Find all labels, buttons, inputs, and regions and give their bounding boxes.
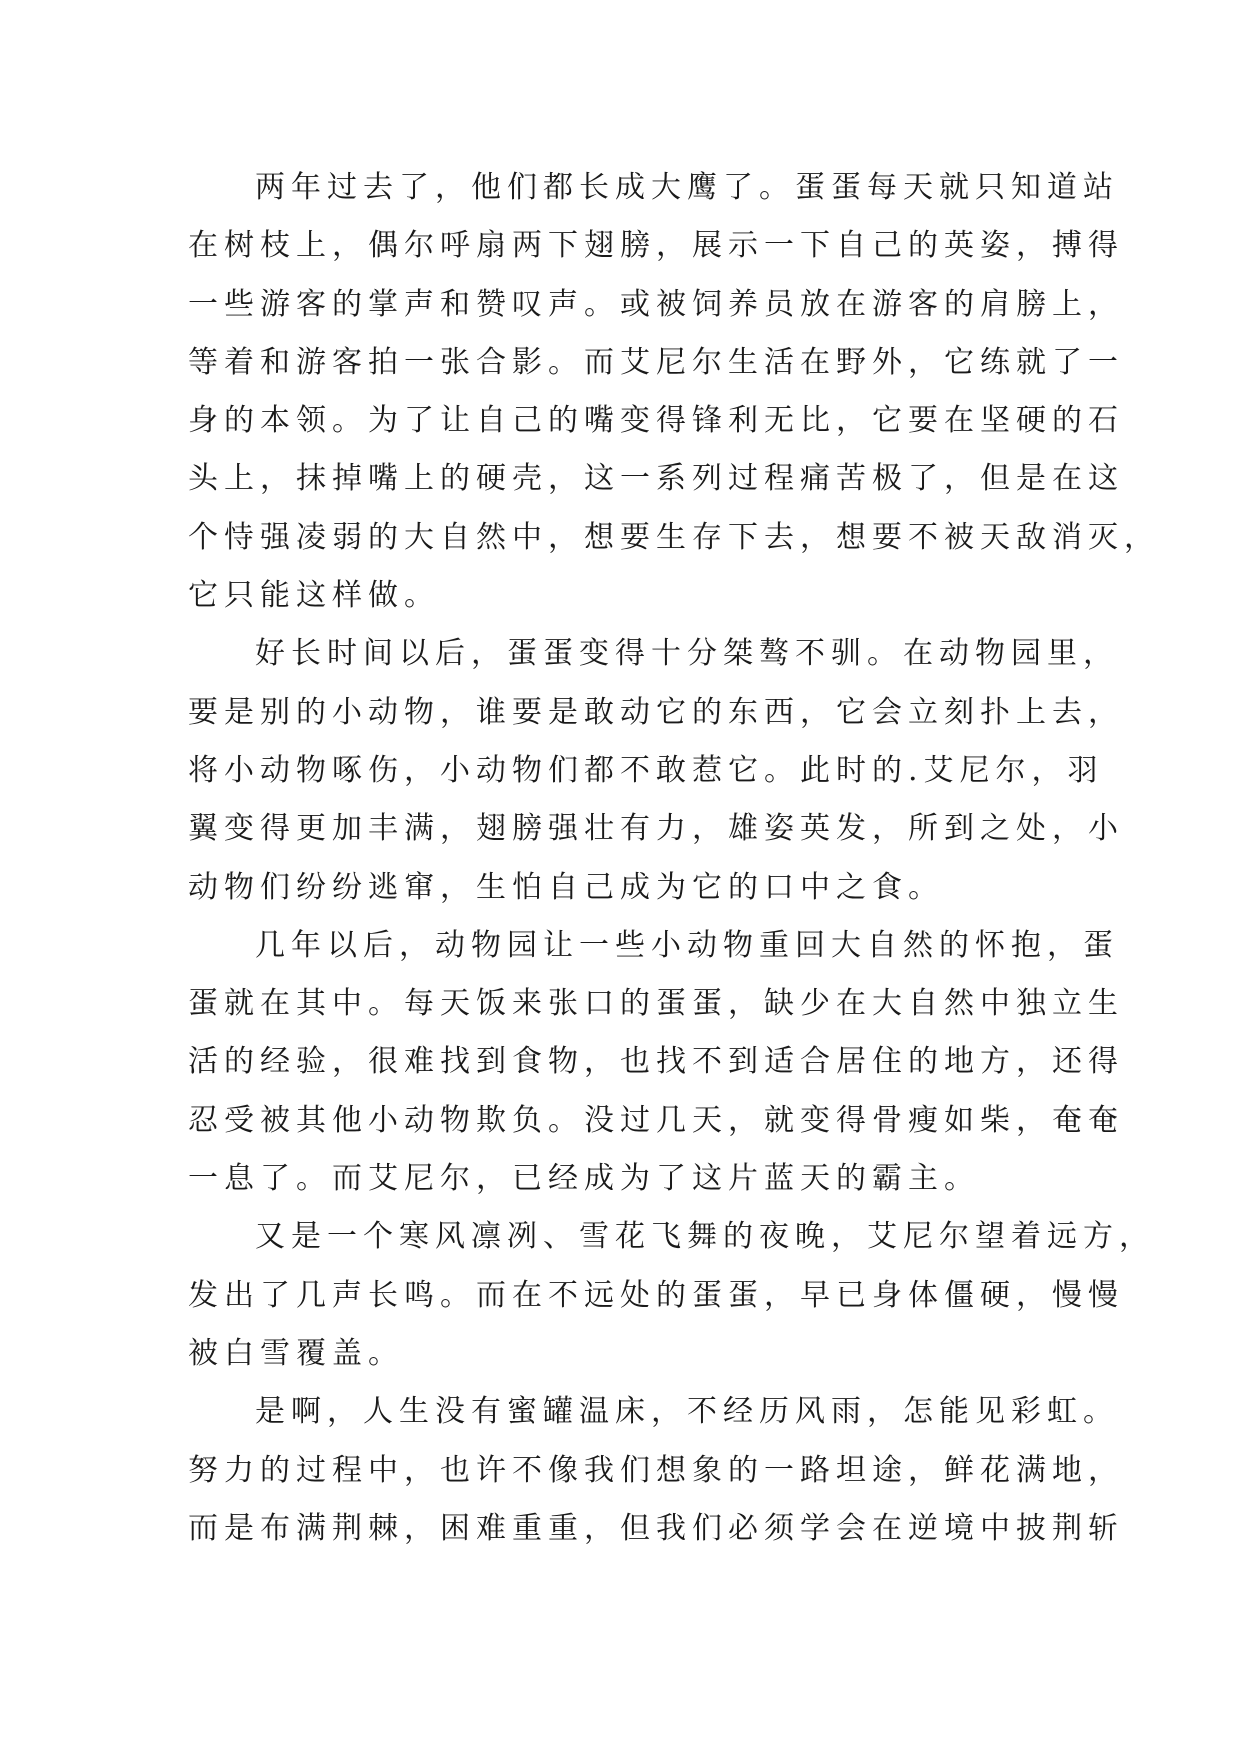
paragraph-4-line-3: 被白雪覆盖。 <box>188 1335 404 1371</box>
paragraph-2-line-2: 要是别的小动物，谁要是敢动它的东西，它会立刻扑上去， <box>188 694 1124 730</box>
paragraph-2-line-5: 动物们纷纷逃窜，生怕自己成为它的口中之食。 <box>188 869 944 905</box>
paragraph-3-line-4: 忍受被其他小动物欺负。没过几天，就变得骨瘦如柴，奄奄 <box>188 1102 1124 1138</box>
paragraph-1-line-4: 等着和游客拍一张合影。而艾尼尔生活在野外，它练就了一 <box>188 344 1124 380</box>
paragraph-1-line-5: 身的本领。为了让自己的嘴变得锋利无比，它要在坚硬的石 <box>188 403 1124 439</box>
paragraph-2-line-3: 将小动物啄伤，小动物们都不敢惹它。此时的.艾尼尔，羽 <box>188 752 1104 788</box>
paragraph-3-line-2: 蛋就在其中。每天饭来张口的蛋蛋，缺少在大自然中独立生 <box>188 986 1124 1022</box>
paragraph-1-line-3: 一些游客的掌声和赞叹声。或被饲养员放在游客的肩膀上， <box>188 286 1124 322</box>
paragraph-4-line-1: 又是一个寒风凛冽、雪花飞舞的夜晚，艾尼尔望着远方， <box>255 1219 1155 1255</box>
paragraph-5-line-3: 而是布满荆棘，困难重重，但我们必须学会在逆境中披荆斩 <box>188 1510 1124 1546</box>
story-text <box>188 159 1160 1558</box>
paragraph-1-line-2: 在树枝上，偶尔呼扇两下翅膀，展示一下自己的英姿，搏得 <box>188 228 1124 264</box>
paragraph-1-line-7: 个恃强凌弱的大自然中，想要生存下去，想要不被天敌消灭， <box>188 519 1160 555</box>
paragraph-4-line-2: 发出了几声长鸣。而在不远处的蛋蛋，早已身体僵硬，慢慢 <box>188 1277 1124 1313</box>
paragraph-1-line-1: 两年过去了，他们都长成大鹰了。蛋蛋每天就只知道站 <box>255 170 1119 205</box>
paragraph-3-line-1: 几年以后，动物园让一些小动物重回大自然的怀抱，蛋 <box>255 927 1119 963</box>
paragraph-1-line-6: 头上，抹掉嘴上的硬壳，这一系列过程痛苦极了，但是在这 <box>188 461 1124 497</box>
paragraph-1-line-8: 它只能这样做。 <box>188 578 440 614</box>
paragraph-2-line-4: 翼变得更加丰满，翅膀强壮有力，雄姿英发，所到之处，小 <box>188 811 1124 847</box>
paragraph-5-line-1: 是啊，人生没有蜜罐温床，不经历风雨，怎能见彩虹。 <box>255 1394 1119 1430</box>
paragraph-5-line-2: 努力的过程中，也许不像我们想象的一路坦途，鲜花满地， <box>188 1452 1124 1488</box>
paragraph-3-line-5: 一息了。而艾尼尔，已经成为了这片蓝天的霸主。 <box>188 1161 980 1197</box>
paragraph-2-line-1: 好长时间以后，蛋蛋变得十分桀骜不驯。在动物园里， <box>255 636 1119 672</box>
paragraph-3-line-3: 活的经验，很难找到食物，也找不到适合居住的地方，还得 <box>188 1044 1124 1080</box>
